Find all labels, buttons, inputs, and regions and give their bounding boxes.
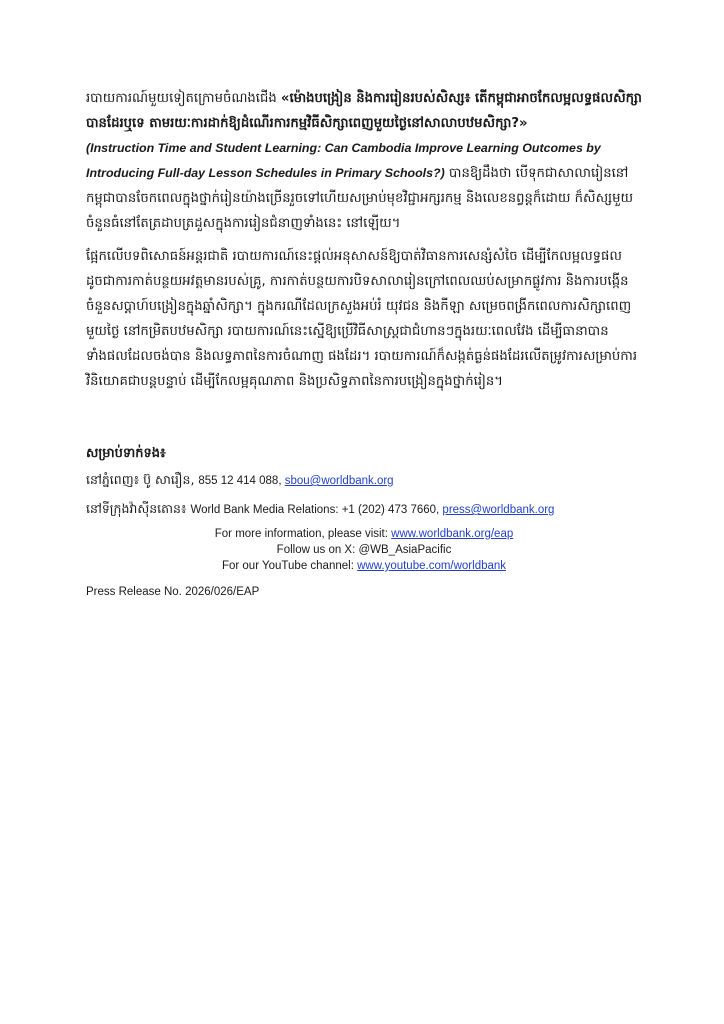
report-title-english: (Instruction Time and Student Learning: Can Cambodia Improve Learning Outcomes by Introducing Full-day Lesson Schedules in Primary Schools?) [86,141,601,180]
press-release-page [86,86,642,600]
paragraph-rest-text: បានឱ្យដឹងថា បើទុកជាសាលារៀននៅកម្ពុជាបានចែកពេលក្នុងថ្នាក់រៀនយ៉ាងច្រើនរួចទៅហើយសម្រាប់មុខវិជ្ជាអក្សរកម្ម និងលេខនព្វន្តក៏ដោយ ក៏សិស្សមួយចំនួនធំនៅតែត្រដាបត្រដួសក្នុងការរៀនជំនាញទាំងនេះ នៅឡើយ។ [86,166,634,231]
contact-washington [86,495,642,524]
press-release-number: Press Release No. 2026/026/EAP [86,586,260,598]
contact-washington-label: នៅទីក្រុងវ៉ាស៊ីនតោន៖ [86,501,191,516]
contact-phnom-penh [86,466,642,495]
contacts-heading: សម្រាប់ទាក់ទង៖ [86,446,166,461]
contact-phnom-penh-label: នៅភ្នំពេញ៖ ប៊ូ សារឿន, [86,472,199,487]
more-info-link[interactable]: www.worldbank.org/eap [391,528,514,540]
footer-links-block [86,526,642,574]
more-info-line [86,526,642,542]
body-paragraph-2: ផ្អែកលើបទពិសោធន៍អន្តរជាតិ របាយការណ៍នេះផ្តល់អនុសាសន៍ឱ្យបាត់វិធានការសេន្សំសំចៃ ដើម្បីកែលម្អលទ្ធផល ដូចជាការកាត់បន្ថយអវត្តមានរបស់គ្រូ, ការកាត់បន្ថយការបិទសាលារៀនក្រៅពេលឈប់សម្រាកផ្លូវការ និងការបង្កើនចំនួនសប្តាហ៍បង្រៀនក្នុងឆ្នាំសិក្សា។ ក្នុងករណីដែលក្រសួងអប់រំ យុវជន និងកីឡា សម្រេចពង្រីកពេលការសិក្សាពេញមួយថ្ងៃ នៅកម្រិតបឋមសិក្សា របាយការណ៍នេះស្នើឱ្យប្រើវិធីសាស្រ្តជាជំហានៗក្នុងរយៈពេលវែង ដើម្បីធានាបានទាំងផលដែលចង់បាន និងលទ្ធភាពនៃការចំណាញ ផងដែរ។ របាយការណ៍ក៏សង្កត់ធ្ងន់ផងដែរលើតម្រូវការសម្រាប់ការវិនិយោគជាបន្តបន្ទាប់ ដើម្បីកែលម្អគុណភាព និងប្រសិទ្ធភាពនៃការបង្រៀនក្នុងថ្នាក់រៀន។ [86,249,638,389]
paragraph-intro-text: របាយការណ៍មួយទៀតក្រោមចំណងជើង [86,91,281,106]
more-info-label: For more information, please visit: [214,528,392,540]
youtube-link[interactable]: www.youtube.com/worldbank [357,560,507,572]
youtube-label: For our YouTube channel: [221,560,358,572]
follow-line: Follow us on X: @WB_AsiaPacific [276,544,452,556]
youtube-line [86,558,642,574]
contact-washington-email-link[interactable]: press@worldbank.org [442,504,555,516]
body-paragraph-1 [86,86,642,236]
report-title-khmer: «ម៉ោងបង្រៀន និងការរៀនរបស់សិស្ស៖ តើកម្ពុជាអាចកែលម្អលទ្ធផលសិក្សាបានដែរឬទេ តាមរយៈការដាក់ឱ្យដំណើរការកម្មវិធីសិក្សាពេញមួយថ្ងៃនៅសាលាបឋមសិក្សា?» [86,91,642,131]
contact-phnom-penh-email-link[interactable]: sbou@worldbank.org [284,475,394,487]
contact-washington-info: World Bank Media Relations: +1 (202) 473 7660, [190,504,443,516]
contact-phnom-penh-phone: 855 12 414 088, [198,475,285,487]
